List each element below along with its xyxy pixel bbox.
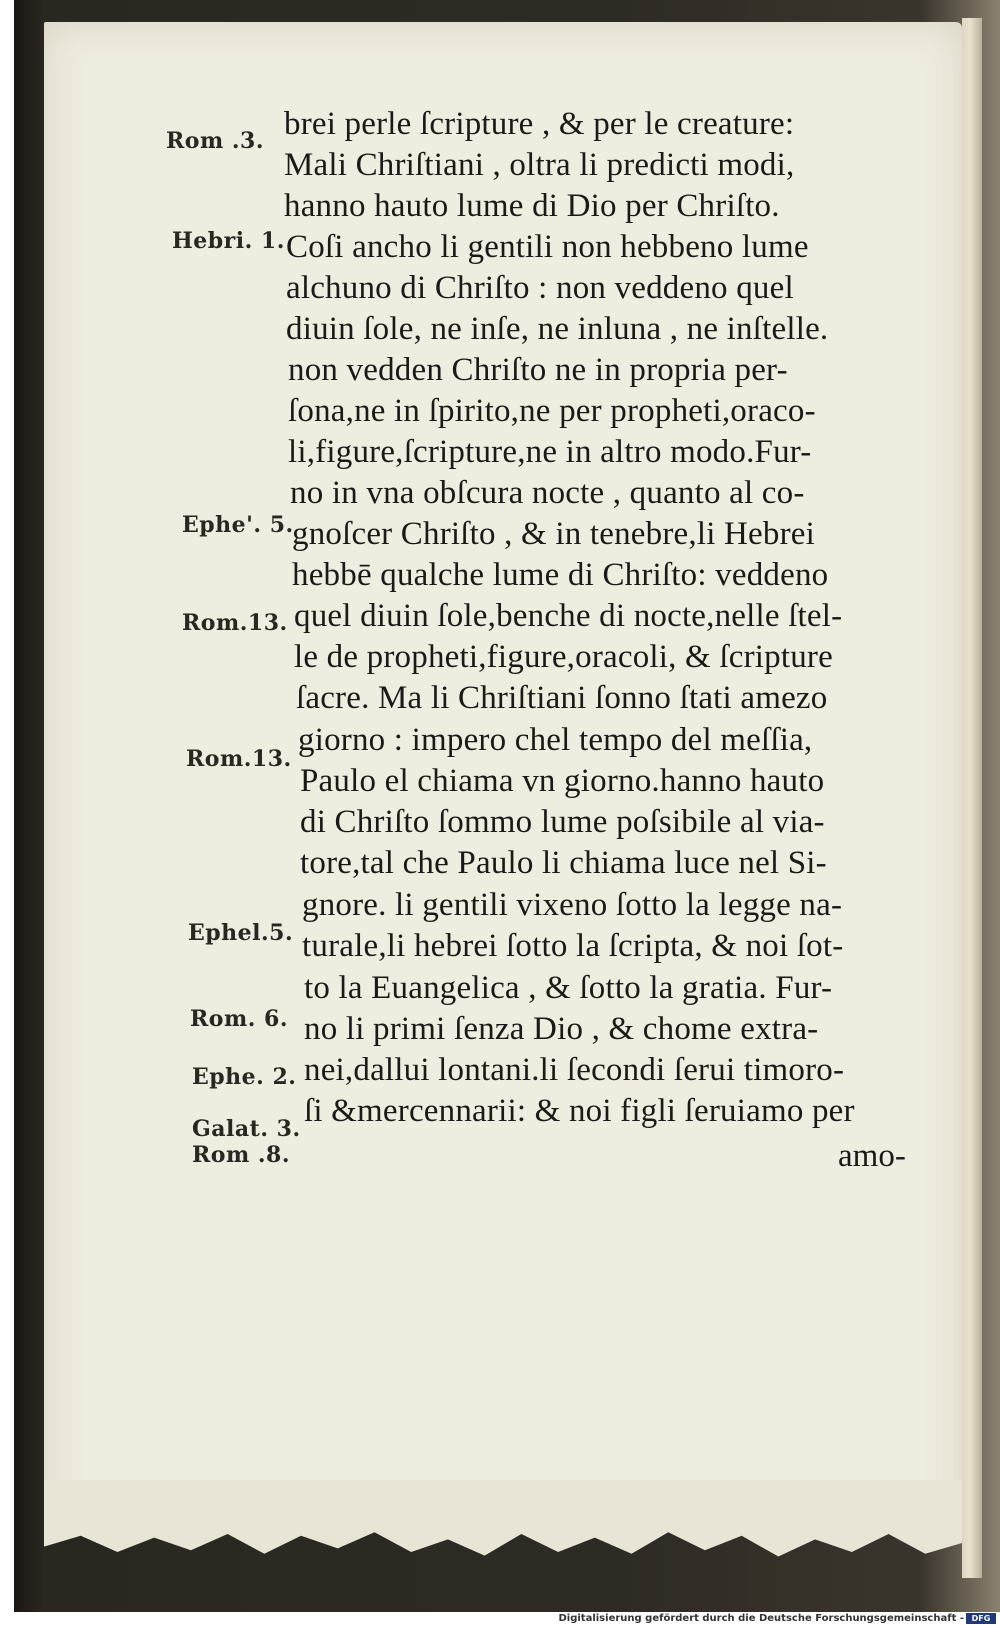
text-line: non vedden Chriſto ne in propria per- [288, 352, 788, 388]
text-line: Mali Chriſtiani , oltra li predicti modi, [284, 147, 795, 183]
margin-note-rom-3: Rom .3. [166, 128, 265, 154]
margin-note-ephe-2: Ephe. 2. [192, 1064, 297, 1090]
footer-credit: Digitalisierung gefördert durch die Deutsche Forschungsgemeinschaft - [558, 1613, 964, 1624]
text-line: turale,li hebrei ſotto la ſcripta, & noi ſot- [302, 928, 844, 964]
margin-note-ephel-5: Ephel.5. [188, 920, 294, 946]
text-line: Coſi ancho li gentili non hebbeno lume [286, 229, 809, 265]
margin-note-rom-13-b: Rom.13. [186, 746, 292, 772]
text-line: alchuno di Chriſto : non veddeno quel [286, 270, 794, 306]
text-line: gnore. li gentili vixeno ſotto la legge na- [302, 887, 843, 923]
text-line: to la Euangelica , & ſotto la gratia. Fur- [304, 970, 833, 1006]
dfg-logo: DFG [966, 1613, 996, 1624]
text-line: diuin ſole, ne inſe, ne inluna , ne inſtelle. [286, 311, 829, 347]
text-line: Paulo el chiama vn giorno.hanno hauto [300, 763, 825, 799]
text-line: tore,tal che Paulo li chiama luce nel Si- [300, 845, 827, 881]
margin-note-hebri-1: Hebri. 1. [172, 228, 285, 254]
text-line: no li primi ſenza Dio , & chome extra- [304, 1011, 819, 1047]
margin-note-galat-3: Galat. 3. [192, 1116, 301, 1142]
text-line: hanno hauto lume di Dio per Chriſto. [284, 188, 780, 224]
margin-note-rom-13-a: Rom.13. [182, 610, 288, 636]
text-line: brei perle ſcripture , & per le creature: [284, 106, 795, 142]
text-line: quel diuin ſole,benche di nocte,nelle ſtel- [294, 598, 843, 634]
text-line: nei,dallui lontani.li ſecondi ſerui timoro- [304, 1052, 845, 1088]
text-line: hebbē qualche lume di Chriſto: veddeno [292, 557, 829, 593]
text-line: le de propheti,figure,oracoli, & ſcripture [294, 639, 833, 675]
page-edge [962, 18, 982, 1578]
margin-note-ephe-5: Ephe'. 5. [182, 512, 294, 538]
text-line: giorno : impero chel tempo del meſſia, [298, 722, 813, 758]
text-line: ſi &mercennarii: & noi figli ſeruiamo per [304, 1093, 855, 1129]
catchword: amo- [838, 1138, 906, 1174]
text-line: ſona,ne in ſpirito,ne per propheti,oraco- [288, 393, 816, 429]
text-line: gnoſcer Chriſto , & in tenebre,li Hebrei [292, 516, 816, 552]
text-line: di Chriſto ſommo lume poſsibile al via- [300, 804, 825, 840]
margin-note-rom-8: Rom .8. [192, 1142, 291, 1168]
text-line: ſacre. Ma li Chriſtiani ſonno ſtati amezo [296, 680, 828, 716]
text-line: li,figure,ſcripture,ne in altro modo.Fur- [288, 434, 812, 470]
text-line: no in vna obſcura nocte , quanto al co- [290, 475, 805, 511]
margin-note-rom-6: Rom. 6. [190, 1006, 289, 1032]
